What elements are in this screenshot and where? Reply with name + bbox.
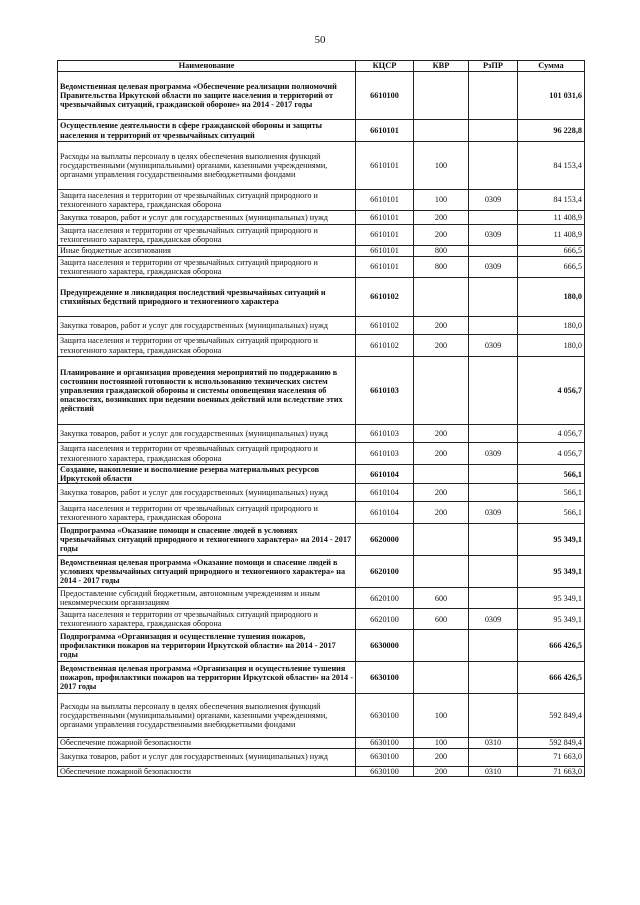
row-name-cell: Закупка товаров, работ и услуг для государственных (муниципальных) нужд bbox=[58, 425, 356, 443]
row-kcsr-cell: 6610104 bbox=[356, 502, 414, 524]
row-kvr-cell: 200 bbox=[414, 748, 469, 766]
table-row bbox=[58, 211, 585, 225]
row-kcsr-cell: 6610101 bbox=[356, 120, 414, 142]
row-sum-cell: 180,0 bbox=[518, 335, 585, 357]
row-rzpr-cell bbox=[469, 120, 518, 142]
header-kcsr: КЦСР bbox=[356, 61, 414, 72]
row-sum-cell: 95 349,1 bbox=[518, 588, 585, 609]
row-name-cell: Расходы на выплаты персоналу в целях обеспечения выполнения функций государственными (муниципальными) органами, казенными учреждениями, органами управления государственными внебюджетными фондами bbox=[58, 142, 356, 190]
row-kvr-cell: 600 bbox=[414, 609, 469, 630]
row-name-cell: Ведомственная целевая программа «Оказание помощи и спасение людей в условиях чрезвычайных ситуаций природного и техногенного характера» на 2014 - 2017 годы bbox=[58, 556, 356, 588]
row-rzpr-cell bbox=[469, 630, 518, 662]
row-rzpr-cell bbox=[469, 524, 518, 556]
row-kvr-cell bbox=[414, 465, 469, 484]
row-kcsr-cell: 6630100 bbox=[356, 738, 414, 748]
row-kvr-cell: 200 bbox=[414, 211, 469, 225]
row-sum-cell: 11 408,9 bbox=[518, 211, 585, 225]
row-name-cell: Предупреждение и ликвидация последствий чрезвычайных ситуаций и стихийных бедствий природного и техногенного характера bbox=[58, 278, 356, 317]
row-name-cell: Предоставление субсидий бюджетным, автономным учреждениям и иным некоммерческим организациям bbox=[58, 588, 356, 609]
row-kvr-cell bbox=[414, 278, 469, 317]
row-name-cell: Защита населения и территории от чрезвычайных ситуаций природного и техногенного характера, гражданская оборона bbox=[58, 502, 356, 524]
row-rzpr-cell bbox=[469, 211, 518, 225]
row-kcsr-cell: 6610103 bbox=[356, 443, 414, 465]
row-rzpr-cell: 0309 bbox=[469, 502, 518, 524]
table-row bbox=[58, 443, 585, 465]
row-sum-cell: 84 153,4 bbox=[518, 142, 585, 190]
row-sum-cell: 666 426,5 bbox=[518, 662, 585, 694]
row-rzpr-cell bbox=[469, 556, 518, 588]
row-name-cell: Закупка товаров, работ и услуг для государственных (муниципальных) нужд bbox=[58, 748, 356, 766]
row-name-cell: Осуществление деятельности в сфере гражданской обороны и защиты населения и территорий от чрезвычайных ситуаций bbox=[58, 120, 356, 142]
row-rzpr-cell bbox=[469, 484, 518, 502]
row-sum-cell: 11 408,9 bbox=[518, 225, 585, 246]
row-rzpr-cell bbox=[469, 425, 518, 443]
table-row bbox=[58, 748, 585, 766]
row-sum-cell: 566,1 bbox=[518, 484, 585, 502]
row-rzpr-cell: 0309 bbox=[469, 609, 518, 630]
row-name-cell: Защита населения и территории от чрезвычайных ситуаций природного и техногенного характера, гражданская оборона bbox=[58, 335, 356, 357]
table-row bbox=[58, 630, 585, 662]
row-kvr-cell: 600 bbox=[414, 588, 469, 609]
row-kvr-cell: 800 bbox=[414, 246, 469, 257]
row-rzpr-cell bbox=[469, 72, 518, 120]
row-sum-cell: 4 056,7 bbox=[518, 443, 585, 465]
row-kcsr-cell: 6630100 bbox=[356, 662, 414, 694]
table-row bbox=[58, 524, 585, 556]
table-header-row bbox=[58, 61, 585, 72]
row-rzpr-cell: 0309 bbox=[469, 190, 518, 211]
row-kcsr-cell: 6630000 bbox=[356, 630, 414, 662]
row-rzpr-cell: 0309 bbox=[469, 225, 518, 246]
row-rzpr-cell: 0309 bbox=[469, 257, 518, 278]
row-kvr-cell bbox=[414, 556, 469, 588]
row-kvr-cell bbox=[414, 524, 469, 556]
row-name-cell: Закупка товаров, работ и услуг для государственных (муниципальных) нужд bbox=[58, 317, 356, 335]
row-sum-cell: 180,0 bbox=[518, 317, 585, 335]
row-sum-cell: 95 349,1 bbox=[518, 524, 585, 556]
row-kcsr-cell: 6610104 bbox=[356, 484, 414, 502]
row-sum-cell: 592 849,4 bbox=[518, 694, 585, 738]
row-name-cell: Подпрограмма «Оказание помощи и спасение людей в условиях чрезвычайных ситуаций природного и техногенного характера» на 2014 - 2017 годы bbox=[58, 524, 356, 556]
table-row bbox=[58, 425, 585, 443]
table-row bbox=[58, 278, 585, 317]
row-name-cell: Иные бюджетные ассигнования bbox=[58, 246, 356, 257]
table-row bbox=[58, 609, 585, 630]
budget-table bbox=[57, 60, 585, 777]
row-kvr-cell: 200 bbox=[414, 225, 469, 246]
row-kcsr-cell: 6620000 bbox=[356, 524, 414, 556]
table-row bbox=[58, 142, 585, 190]
row-name-cell: Расходы на выплаты персоналу в целях обеспечения выполнения функций государственными (муниципальными) органами, казенными учреждениями, органами управления государственными внебюджетными фондами bbox=[58, 694, 356, 738]
row-rzpr-cell bbox=[469, 357, 518, 425]
table-row bbox=[58, 738, 585, 748]
table-row bbox=[58, 257, 585, 278]
row-name-cell: Защита населения и территории от чрезвычайных ситуаций природного и техногенного характера, гражданская оборона bbox=[58, 257, 356, 278]
row-kvr-cell bbox=[414, 357, 469, 425]
row-kvr-cell: 200 bbox=[414, 335, 469, 357]
row-kvr-cell: 200 bbox=[414, 317, 469, 335]
row-sum-cell: 71 663,0 bbox=[518, 748, 585, 766]
row-rzpr-cell bbox=[469, 662, 518, 694]
row-rzpr-cell bbox=[469, 317, 518, 335]
row-sum-cell: 84 153,4 bbox=[518, 190, 585, 211]
row-kvr-cell: 200 bbox=[414, 502, 469, 524]
row-rzpr-cell bbox=[469, 142, 518, 190]
table-row bbox=[58, 556, 585, 588]
row-kcsr-cell: 6610100 bbox=[356, 72, 414, 120]
row-kcsr-cell: 6610103 bbox=[356, 425, 414, 443]
row-name-cell: Защита населения и территории от чрезвычайных ситуаций природного и техногенного характера, гражданская оборона bbox=[58, 225, 356, 246]
row-kvr-cell: 100 bbox=[414, 694, 469, 738]
table-row bbox=[58, 766, 585, 776]
row-kvr-cell: 200 bbox=[414, 484, 469, 502]
row-kcsr-cell: 6620100 bbox=[356, 609, 414, 630]
row-kcsr-cell: 6610101 bbox=[356, 211, 414, 225]
row-kvr-cell: 800 bbox=[414, 257, 469, 278]
row-name-cell: Подпрограмма «Организация и осуществление тушения пожаров, профилактики пожаров на территории Иркутской области» на 2014 - 2017 годы bbox=[58, 630, 356, 662]
row-kcsr-cell: 6610101 bbox=[356, 225, 414, 246]
row-kvr-cell: 100 bbox=[414, 190, 469, 211]
row-rzpr-cell bbox=[469, 246, 518, 257]
row-sum-cell: 566,1 bbox=[518, 502, 585, 524]
table-row bbox=[58, 662, 585, 694]
table-row bbox=[58, 335, 585, 357]
header-sum: Сумма bbox=[518, 61, 585, 72]
row-sum-cell: 566,1 bbox=[518, 465, 585, 484]
table-row bbox=[58, 357, 585, 425]
row-kcsr-cell: 6630100 bbox=[356, 766, 414, 776]
page-number: 50 bbox=[314, 34, 326, 46]
row-kcsr-cell: 6630100 bbox=[356, 748, 414, 766]
row-name-cell: Защита населения и территории от чрезвычайных ситуаций природного и техногенного характера, гражданская оборона bbox=[58, 190, 356, 211]
row-sum-cell: 4 056,7 bbox=[518, 357, 585, 425]
row-sum-cell: 180,0 bbox=[518, 278, 585, 317]
row-name-cell: Ведомственная целевая программа «Организация и осуществление тушения пожаров, профилактики пожаров на территории Иркутской области» на 2014 - 2017 годы bbox=[58, 662, 356, 694]
table-row bbox=[58, 694, 585, 738]
row-kcsr-cell: 6610103 bbox=[356, 357, 414, 425]
row-name-cell: Обеспечение пожарной безопасности bbox=[58, 738, 356, 748]
row-name-cell: Защита населения и территории от чрезвычайных ситуаций природного и техногенного характера, гражданская оборона bbox=[58, 443, 356, 465]
table-row bbox=[58, 190, 585, 211]
row-rzpr-cell: 0310 bbox=[469, 738, 518, 748]
row-sum-cell: 666,5 bbox=[518, 257, 585, 278]
row-kcsr-cell: 6610102 bbox=[356, 335, 414, 357]
row-sum-cell: 4 056,7 bbox=[518, 425, 585, 443]
row-kcsr-cell: 6620100 bbox=[356, 556, 414, 588]
row-kvr-cell bbox=[414, 630, 469, 662]
row-rzpr-cell bbox=[469, 748, 518, 766]
row-kvr-cell: 100 bbox=[414, 738, 469, 748]
table-row bbox=[58, 502, 585, 524]
row-name-cell: Обеспечение пожарной безопасности bbox=[58, 766, 356, 776]
row-sum-cell: 95 349,1 bbox=[518, 556, 585, 588]
row-sum-cell: 592 849,4 bbox=[518, 738, 585, 748]
row-sum-cell: 666 426,5 bbox=[518, 630, 585, 662]
header-kvr: КВР bbox=[414, 61, 469, 72]
row-kvr-cell: 200 bbox=[414, 443, 469, 465]
row-name-cell: Закупка товаров, работ и услуг для государственных (муниципальных) нужд bbox=[58, 484, 356, 502]
row-kcsr-cell: 6610102 bbox=[356, 278, 414, 317]
table-row bbox=[58, 484, 585, 502]
table-row bbox=[58, 225, 585, 246]
row-kcsr-cell: 6610101 bbox=[356, 257, 414, 278]
table-row bbox=[58, 246, 585, 257]
row-sum-cell: 71 663,0 bbox=[518, 766, 585, 776]
row-kcsr-cell: 6630100 bbox=[356, 694, 414, 738]
row-name-cell: Планирование и организация проведения мероприятий по поддержанию в состоянии постоянной готовности к использованию технических систем управления гражданской обороны и системы оповещения населения об опасностях, возникших при ведении военных действий или вследствие этих действий bbox=[58, 357, 356, 425]
row-name-cell: Защита населения и территории от чрезвычайных ситуаций природного и техногенного характера, гражданская оборона bbox=[58, 609, 356, 630]
row-kvr-cell: 200 bbox=[414, 766, 469, 776]
table-row bbox=[58, 72, 585, 120]
header-name: Наименование bbox=[58, 61, 356, 72]
row-kvr-cell: 200 bbox=[414, 425, 469, 443]
row-rzpr-cell: 0309 bbox=[469, 443, 518, 465]
table-row bbox=[58, 120, 585, 142]
row-name-cell: Создание, накопление и восполнение резерва материальных ресурсов Иркутской области bbox=[58, 465, 356, 484]
table-row bbox=[58, 465, 585, 484]
row-rzpr-cell bbox=[469, 694, 518, 738]
row-sum-cell: 95 349,1 bbox=[518, 609, 585, 630]
row-rzpr-cell: 0310 bbox=[469, 766, 518, 776]
row-rzpr-cell bbox=[469, 465, 518, 484]
table-row bbox=[58, 317, 585, 335]
row-kcsr-cell: 6610101 bbox=[356, 142, 414, 190]
row-rzpr-cell bbox=[469, 278, 518, 317]
row-sum-cell: 101 031,6 bbox=[518, 72, 585, 120]
row-rzpr-cell: 0309 bbox=[469, 335, 518, 357]
row-kvr-cell bbox=[414, 120, 469, 142]
row-kcsr-cell: 6610104 bbox=[356, 465, 414, 484]
row-rzpr-cell bbox=[469, 588, 518, 609]
row-name-cell: Ведомственная целевая программа «Обеспечение реализации полномочий Правительства Иркутской области по защите населения и территорий от чрезвычайных ситуаций, гражданской обороне» на 2014 - 2017 годы bbox=[58, 72, 356, 120]
header-rzpr: РзПР bbox=[469, 61, 518, 72]
table-row bbox=[58, 588, 585, 609]
row-name-cell: Закупка товаров, работ и услуг для государственных (муниципальных) нужд bbox=[58, 211, 356, 225]
row-sum-cell: 666,5 bbox=[518, 246, 585, 257]
row-sum-cell: 96 228,8 bbox=[518, 120, 585, 142]
row-kvr-cell bbox=[414, 72, 469, 120]
row-kvr-cell: 100 bbox=[414, 142, 469, 190]
row-kcsr-cell: 6610101 bbox=[356, 190, 414, 211]
row-kcsr-cell: 6610101 bbox=[356, 246, 414, 257]
row-kcsr-cell: 6620100 bbox=[356, 588, 414, 609]
row-kcsr-cell: 6610102 bbox=[356, 317, 414, 335]
row-kvr-cell bbox=[414, 662, 469, 694]
